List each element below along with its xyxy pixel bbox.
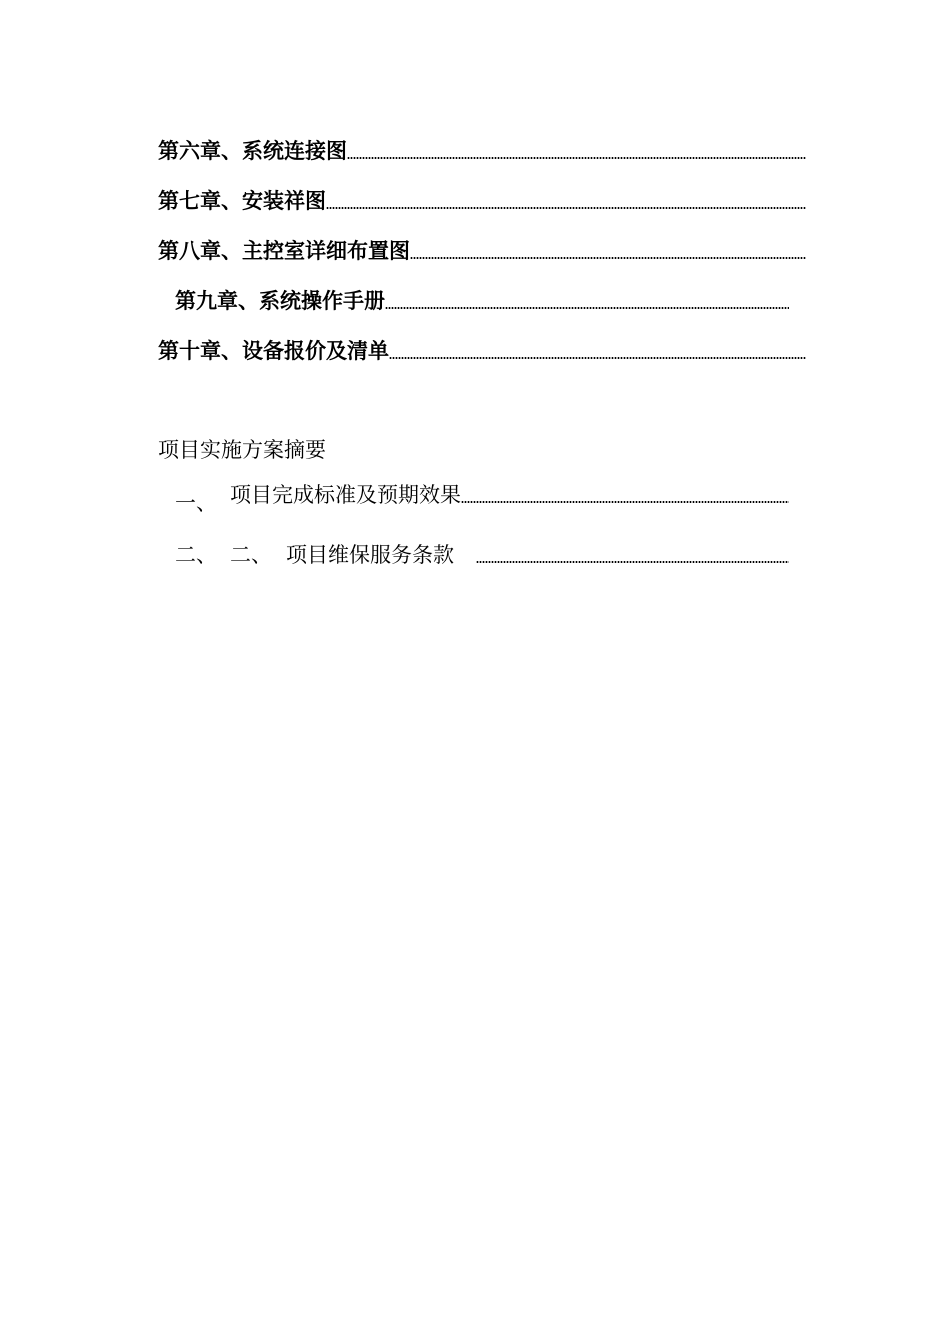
dot-leader <box>385 307 789 309</box>
toc-line-chapter-9 <box>175 286 789 316</box>
summary-heading: 项目实施方案摘要 <box>158 438 326 462</box>
toc-line-chapter-6 <box>158 136 806 166</box>
summary-item-sub-number: 二、 <box>230 543 272 567</box>
toc-label: 第六章、系统连接图 <box>158 139 347 163</box>
summary-item-number: 一、 <box>175 491 217 515</box>
toc-label: 第十章、设备报价及清单 <box>158 339 389 363</box>
dot-leader <box>389 357 806 359</box>
summary-item-label: 项目维保服务条款 <box>286 543 454 567</box>
dot-leader <box>347 157 806 159</box>
toc-line-chapter-8 <box>158 236 806 266</box>
toc-label: 第八章、主控室详细布置图 <box>158 239 410 263</box>
summary-item-label: 项目完成标准及预期效果 <box>230 483 461 507</box>
summary-item-number: 二、 <box>175 543 217 567</box>
dot-leader <box>461 501 789 503</box>
dot-leader <box>476 561 789 563</box>
toc-label: 第七章、安装祥图 <box>158 189 326 213</box>
summary-item-2 <box>286 540 789 570</box>
toc-line-chapter-7 <box>158 186 806 216</box>
toc-label: 第九章、系统操作手册 <box>175 289 385 313</box>
dot-leader <box>410 257 806 259</box>
dot-leader <box>326 207 806 209</box>
summary-item-1 <box>230 480 789 510</box>
toc-line-chapter-10 <box>158 336 806 366</box>
